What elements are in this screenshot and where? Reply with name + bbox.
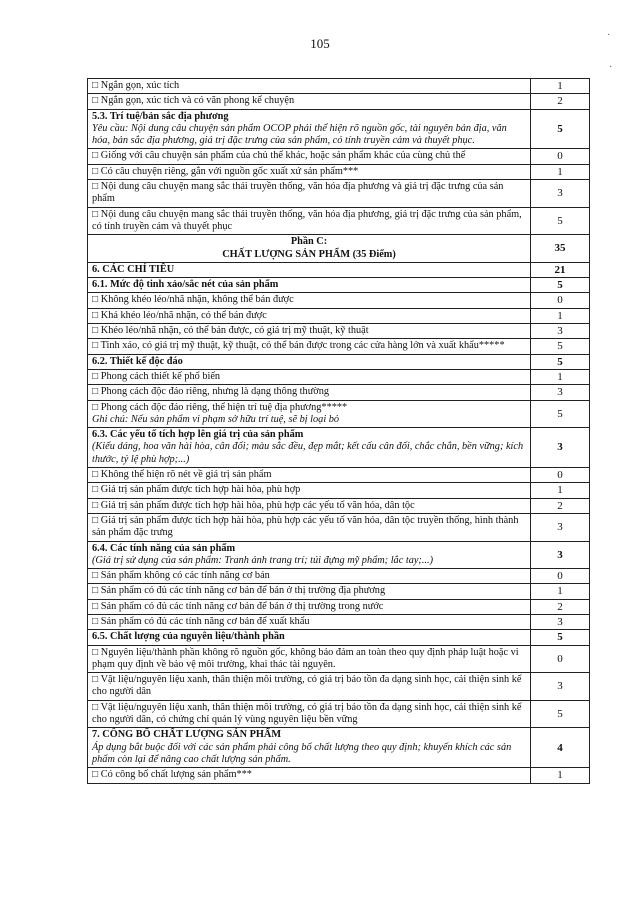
table-row: [88, 498, 590, 513]
table-row: [88, 645, 590, 673]
criterion-option: □ Không khéo léo/nhã nhặn, không thể bán được: [92, 294, 526, 306]
score-cell: 1: [531, 768, 590, 783]
criterion-cell: [88, 614, 531, 629]
criterion-cell: [88, 768, 531, 783]
criterion-note: Yêu cầu: Nội dung câu chuyện sản phẩm OCOP phải thể hiện rõ nguồn gốc, tài nguyên bản địa, văn hóa, bản sắc địa phương, giá trị đặc trưng của sản phẩm, có tính truyền cảm và thuyết phục.: [92, 122, 507, 147]
criterion-cell: [88, 207, 531, 235]
score-cell: 35: [531, 235, 590, 263]
table-row: [88, 235, 590, 263]
criterion-cell: [88, 385, 531, 400]
score-cell: 3: [531, 324, 590, 339]
criterion-note: (Giá trị sử dụng của sản phẩm: Tranh ảnh trang trí; túi đựng mỹ phẩm; lắc tay;...): [92, 554, 434, 566]
criterion-option: □ Sản phẩm không có các tính năng cơ bản: [92, 570, 526, 582]
table-row: [88, 308, 590, 323]
criterion-heading: 6.4. Các tính năng của sản phẩm: [92, 542, 236, 554]
criterion-cell: [88, 109, 531, 149]
part-subtitle: CHẤT LƯỢNG SẢN PHẨM (35 Điểm): [222, 248, 396, 260]
criterion-cell: [88, 180, 531, 208]
table-row: [88, 262, 590, 277]
score-cell: 3: [531, 385, 590, 400]
criterion-option: □ Sản phẩm có đủ các tính năng cơ bản để xuất khẩu: [92, 616, 526, 628]
criterion-cell: [88, 164, 531, 179]
criterion-cell: [88, 584, 531, 599]
criterion-option: □ Giá trị sản phẩm được tích hợp hài hòa, phù hợp: [92, 484, 526, 496]
score-cell: 1: [531, 79, 590, 94]
table-row: [88, 339, 590, 354]
criterion-cell: [88, 339, 531, 354]
criterion-option: □ Giống với câu chuyện sản phẩm của chủ thể khác, hoặc sản phẩm khác của cùng chủ thể: [92, 150, 526, 162]
criterion-heading: 6.5. Chất lượng của nguyên liệu/thành phần: [92, 631, 285, 643]
table-row: [88, 94, 590, 109]
table-row: [88, 584, 590, 599]
criterion-option: □ Nội dung câu chuyện mang sắc thái truyền thống, văn hóa địa phương, giá trị đặc trưng của sản phẩm, có tính truyền cảm và thuyết phục: [92, 209, 526, 234]
criterion-cell: [88, 262, 531, 277]
criterion-option: □ Vật liệu/nguyên liệu xanh, thân thiện môi trường, có giá trị bảo tồn đa dạng sinh học, cải thiện sinh kế cho người dân, có chứng chỉ quản lý vùng nguyên liệu bền vững: [92, 702, 526, 727]
table-row: [88, 293, 590, 308]
criterion-heading: 6.3. Các yếu tố tích hợp lên giá trị của sản phẩm: [92, 429, 304, 441]
score-cell: 1: [531, 369, 590, 384]
table-row: [88, 728, 590, 768]
table-row: [88, 109, 590, 149]
score-cell: 0: [531, 569, 590, 584]
scan-mark: ·: [607, 30, 611, 41]
page-number: 105: [310, 36, 330, 51]
criterion-cell: [88, 149, 531, 164]
table-row: [88, 354, 590, 369]
score-cell: 0: [531, 293, 590, 308]
score-cell: 3: [531, 513, 590, 541]
score-cell: 1: [531, 584, 590, 599]
scan-mark: ·: [609, 62, 613, 73]
score-cell: 2: [531, 599, 590, 614]
criterion-cell: [88, 728, 531, 768]
criterion-cell: [88, 79, 531, 94]
criterion-cell: [88, 400, 531, 428]
criterion-cell: [88, 541, 531, 569]
table-row: [88, 79, 590, 94]
scoring-table: [87, 78, 590, 784]
criterion-cell: [88, 599, 531, 614]
table-row: [88, 541, 590, 569]
criterion-cell: [88, 293, 531, 308]
criterion-option: □ Khá khéo léo/nhã nhặn, có thể bán được: [92, 310, 526, 322]
criterion-cell: [88, 468, 531, 483]
criterion-option: □ Phong cách độc đáo riêng, nhưng là dạng thông thường: [92, 386, 526, 398]
criterion-cell: [88, 369, 531, 384]
table-row: [88, 483, 590, 498]
criterion-cell: [88, 700, 531, 728]
table-row: [88, 513, 590, 541]
criterion-option: □ Nội dung câu chuyện mang sắc thái truyền thống, văn hóa địa phương và giá trị đặc trưng của sản phẩm: [92, 181, 526, 206]
score-cell: 0: [531, 645, 590, 673]
score-cell: 4: [531, 728, 590, 768]
criterion-heading: 6.2. Thiết kế độc đáo: [92, 355, 183, 367]
criterion-heading: 6.1. Mức độ tinh xảo/sắc nét của sản phẩm: [92, 279, 279, 291]
table-row: [88, 149, 590, 164]
criterion-cell: [88, 513, 531, 541]
table-row: [88, 428, 590, 468]
table-row: [88, 630, 590, 645]
table-row: [88, 468, 590, 483]
criterion-heading: 6. CÁC CHỈ TIÊU: [92, 263, 175, 275]
score-cell: 3: [531, 614, 590, 629]
table-row: [88, 768, 590, 783]
table-row: [88, 324, 590, 339]
criterion-cell: [88, 673, 531, 701]
score-cell: 2: [531, 94, 590, 109]
score-cell: 0: [531, 468, 590, 483]
criterion-cell: [88, 428, 531, 468]
criterion-note: Áp dụng bắt buộc đối với các sản phẩm phải công bố chất lượng theo quy định; khuyến khích các sản phẩm còn lại để nâng cao chất lượng sản phẩm.: [92, 741, 512, 765]
score-cell: 5: [531, 400, 590, 428]
criterion-note: (Kiểu dáng, hoa văn hài hòa, cân đối; màu sắc đều, đẹp mắt; kết cấu cân đối, chắc chắn, bền vững; kích thước, tỷ lệ phù hợp;...): [92, 441, 524, 465]
score-cell: 2: [531, 498, 590, 513]
score-cell: 3: [531, 428, 590, 468]
score-cell: 21: [531, 262, 590, 277]
criterion-option: □ Phong cách độc đáo riêng, thể hiện trí tuệ địa phương*****: [92, 402, 526, 414]
table-row: [88, 164, 590, 179]
score-cell: 0: [531, 149, 590, 164]
score-cell: 1: [531, 308, 590, 323]
table-row: [88, 400, 590, 428]
criterion-heading: Phần C:: [290, 236, 328, 248]
score-cell: 5: [531, 207, 590, 235]
table-row: [88, 569, 590, 584]
criterion-option: □ Sản phẩm có đủ các tính năng cơ bản để bán ở thị trường trong nước: [92, 601, 526, 613]
criterion-cell: [88, 324, 531, 339]
criterion-heading: 5.3. Trí tuệ/bản sắc địa phương: [92, 110, 229, 122]
criterion-option: □ Giá trị sản phẩm được tích hợp hài hòa, phù hợp các yếu tố văn hóa, dân tộc: [92, 500, 526, 512]
criterion-option: □ Sản phẩm có đủ các tính năng cơ bản để bán ở thị trường địa phương: [92, 585, 526, 597]
score-cell: 3: [531, 180, 590, 208]
criterion-option: □ Nguyên liệu/thành phần không rõ nguồn gốc, không bảo đảm an toàn theo quy định pháp luật hoặc vi phạm quy định về bảo vệ môi trường, khai thác tài nguyên.: [92, 647, 526, 672]
table-row: [88, 207, 590, 235]
criterion-option: □ Phong cách thiết kế phổ biến: [92, 371, 526, 383]
table-row: [88, 614, 590, 629]
criterion-cell: [88, 645, 531, 673]
score-cell: 5: [531, 700, 590, 728]
criterion-option: □ Không thể hiện rõ nét về giá trị sản phẩm: [92, 469, 526, 481]
criterion-option: □ Vật liệu/nguyên liệu xanh, thân thiện môi trường, có giá trị bảo tồn đa dạng sinh học, cải thiện sinh kế cho người dân: [92, 674, 526, 699]
criterion-cell: [88, 483, 531, 498]
table-row: [88, 673, 590, 701]
score-cell: 5: [531, 339, 590, 354]
criterion-option: □ Khéo léo/nhã nhặn, có thể bán được, có giá trị mỹ thuật, kỹ thuật: [92, 325, 526, 337]
score-cell: 1: [531, 164, 590, 179]
criterion-cell: [88, 278, 531, 293]
criterion-cell: [88, 94, 531, 109]
score-cell: 5: [531, 630, 590, 645]
criterion-cell: [88, 569, 531, 584]
score-cell: 3: [531, 541, 590, 569]
criterion-option: □ Tinh xảo, có giá trị mỹ thuật, kỹ thuật, có thể bán được trong các cửa hàng lớn và xuất khẩu*****: [92, 340, 526, 352]
table-row: [88, 278, 590, 293]
table-row: [88, 180, 590, 208]
table-row: [88, 700, 590, 728]
criterion-cell: [88, 308, 531, 323]
criterion-option: □ Giá trị sản phẩm được tích hợp hài hòa, phù hợp các yếu tố văn hóa, dân tộc truyền thống, hình thành sản phẩm đặc trưng: [92, 515, 526, 540]
criterion-note: Ghi chú: Nếu sản phẩm vi phạm sở hữu trí tuệ, sẽ bị loại bỏ: [92, 413, 340, 425]
criterion-cell: [88, 630, 531, 645]
criterion-option: □ Ngắn gọn, xúc tích và có văn phong kể chuyện: [92, 95, 526, 107]
criterion-cell: [88, 235, 531, 263]
criterion-option: □ Ngắn gọn, xúc tích: [92, 80, 526, 92]
score-cell: 1: [531, 483, 590, 498]
score-cell: 3: [531, 673, 590, 701]
criterion-cell: [88, 354, 531, 369]
criterion-cell: [88, 498, 531, 513]
criterion-option: □ Có câu chuyện riêng, gắn với nguồn gốc xuất xứ sản phẩm***: [92, 166, 526, 178]
table-row: [88, 369, 590, 384]
table-row: [88, 599, 590, 614]
score-cell: 5: [531, 354, 590, 369]
criterion-option: □ Có công bố chất lượng sản phẩm***: [92, 769, 526, 781]
score-cell: 5: [531, 109, 590, 149]
criterion-heading: 7. CÔNG BỐ CHẤT LƯỢNG SẢN PHẨM: [92, 729, 282, 741]
score-cell: 5: [531, 278, 590, 293]
table-row: [88, 385, 590, 400]
